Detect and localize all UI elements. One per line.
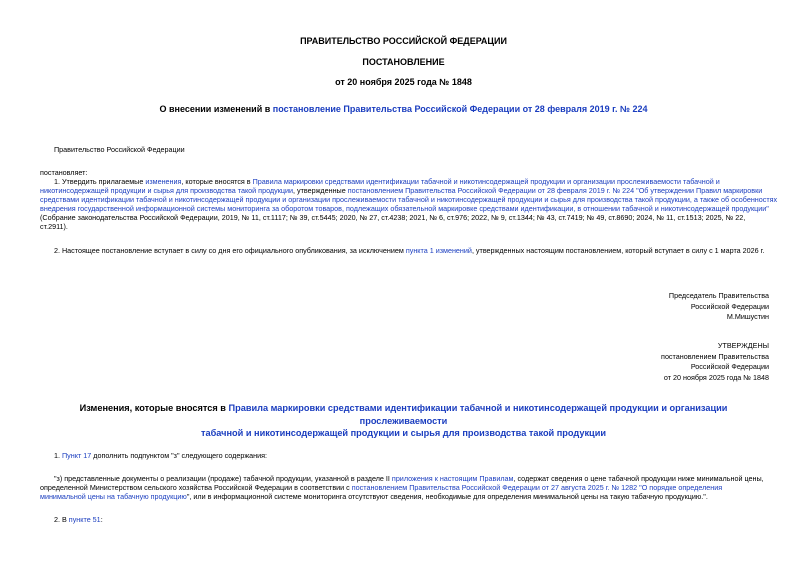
change-item-2-text: :: [100, 515, 103, 524]
changes-title-link[interactable]: Правила маркировки средствами идентификации табачной и никотинсодержащей продукции и организации прослеживаемости: [228, 403, 728, 426]
change-item-2-number: 2. В: [54, 515, 69, 524]
changes-link[interactable]: изменения: [145, 177, 182, 186]
quote-text: определенной Министерством сельского хозяйства Российской Федерации в соответствии с: [40, 483, 352, 492]
changes-title-link[interactable]: табачной и никотинсодержащей продукции и сырья для производства такой продукции: [200, 428, 607, 438]
quote-line-1: [54, 474, 764, 483]
change-item-2: [54, 515, 103, 524]
changes-title-line-2: [40, 427, 767, 440]
item-1-line-5: (Собрание законодательства Российской Федерации, 2019, № 11, ст.1117; № 39, ст.5445; 2020, № 27, ст.4238; 2021, № 6, ст.976; 2022, № 9, ст.1344; № 43, ст.7419; № 49, ст.8690; 2024, № 11, ст.1513; 2025, № 22,: [40, 213, 746, 222]
title-prefix: О внесении изменений в: [159, 104, 273, 114]
change-item-1-number: 1.: [54, 451, 62, 460]
changes-title-prefix: Изменения, которые вносятся в: [79, 403, 229, 413]
document-title: [0, 104, 807, 114]
quote-line-2: [40, 483, 722, 492]
approved-line-3: Российской Федерации: [690, 362, 769, 372]
approved-line-2: постановлением Правительства: [661, 351, 769, 361]
item-1-text: 1. Утвердить прилагаемые: [54, 177, 146, 186]
point-51-link[interactable]: пункте 51: [68, 515, 101, 524]
changes-title-line-1: [40, 402, 767, 427]
changes-title: [40, 402, 767, 440]
approved-label: УТВЕРЖДЕНЫ: [717, 341, 769, 350]
preamble-issuer: Правительство Российской Федерации: [54, 145, 185, 154]
resolution-1282-link[interactable]: минимальной цены на табачную продукцию: [40, 492, 187, 501]
header-doc-type: ПОСТАНОВЛЕНИЕ: [362, 57, 445, 67]
signature-name: М.Мишустин: [726, 312, 769, 322]
item-1-line-1: [54, 177, 720, 186]
item-1-text: , которые вносятся в: [181, 177, 253, 186]
resolution-1282-link[interactable]: постановлением Правительства Российской Федерации от 27 августа 2025 г. № 1282 "О порядке определения: [351, 483, 723, 492]
item-1-line-2: [40, 186, 762, 195]
approved-block: [661, 341, 769, 383]
item-1-line-4: [40, 204, 769, 213]
item-1-line-6: ст.2911).: [40, 222, 68, 231]
item-1-text: , утвержденные: [293, 186, 348, 195]
resolution-link[interactable]: постановлением Правительства Российской Федерации от 28 февраля 2019 г. № 224 "Об утверждении Правил маркировки: [347, 186, 763, 195]
item-1-line-3: [40, 195, 777, 204]
signature-block: [669, 291, 769, 323]
rules-link[interactable]: никотинсодержащей продукции и сырья для производства такой продукции: [40, 186, 293, 195]
signature-position-line-2: Российской Федерации: [690, 301, 769, 311]
appendix-link[interactable]: приложения к настоящим Правилам: [391, 474, 514, 483]
change-item-1-text: дополнить подпунктом "з" следующего содержания:: [91, 451, 268, 460]
preamble-decides: постановляет:: [40, 168, 88, 177]
item-2-text: 2. Настоящее постановление вступает в силу со дня его официального опубликования, за исключением: [54, 246, 406, 255]
change-item-1: [54, 451, 267, 460]
rules-link[interactable]: Правила маркировки средствами идентификации табачной и никотинсодержащей продукции и организации прослеживаемости табачной и: [252, 177, 720, 186]
quote-text: , содержат сведения о цене табачной продукции ниже минимальной цены,: [513, 474, 764, 483]
quote-line-3: [40, 492, 708, 501]
header-government: ПРАВИТЕЛЬСТВО РОССИЙСКОЙ ФЕДЕРАЦИИ: [300, 36, 507, 46]
title-link[interactable]: постановление Правительства Российской Федерации от 28 февраля 2019 г. № 224: [272, 104, 648, 114]
item-2: [54, 246, 764, 255]
quote-text: "з) представленные документы о реализации (продаже) табачной продукции, указанной в разделе II: [54, 474, 392, 483]
point-17-link[interactable]: Пункт 17: [62, 451, 92, 460]
resolution-link[interactable]: внедрения государственной информационной системы мониторинга за оборотом товаров, подлежащих обязательной маркировке средствами идентификации, в отношении табачной и никотинсодержащей продукции": [40, 204, 769, 213]
signature-position-line-1: Председатель Правительства: [668, 291, 769, 300]
item-2-text: , утвержденных настоящим постановлением, который вступает в силу с 1 марта 2026 г.: [471, 246, 765, 255]
quote-text: ", или в информационной системе мониторинга отсутствуют сведения, необходимые для определения минимальной цены на такую табачную продукцию.".: [186, 492, 708, 501]
header-date-number: от 20 ноября 2025 года № 1848: [335, 77, 472, 87]
approved-line-4: от 20 ноября 2025 года № 1848: [663, 372, 769, 382]
resolution-link[interactable]: средствами идентификации табачной и никотинсодержащей продукции и организации прослеживаемости табачной и никотинсодержащей продукции и сырья для производства такой продукции, а также об особенностях: [40, 195, 778, 204]
item-1-changes-link[interactable]: пункта 1 изменений: [405, 246, 472, 255]
